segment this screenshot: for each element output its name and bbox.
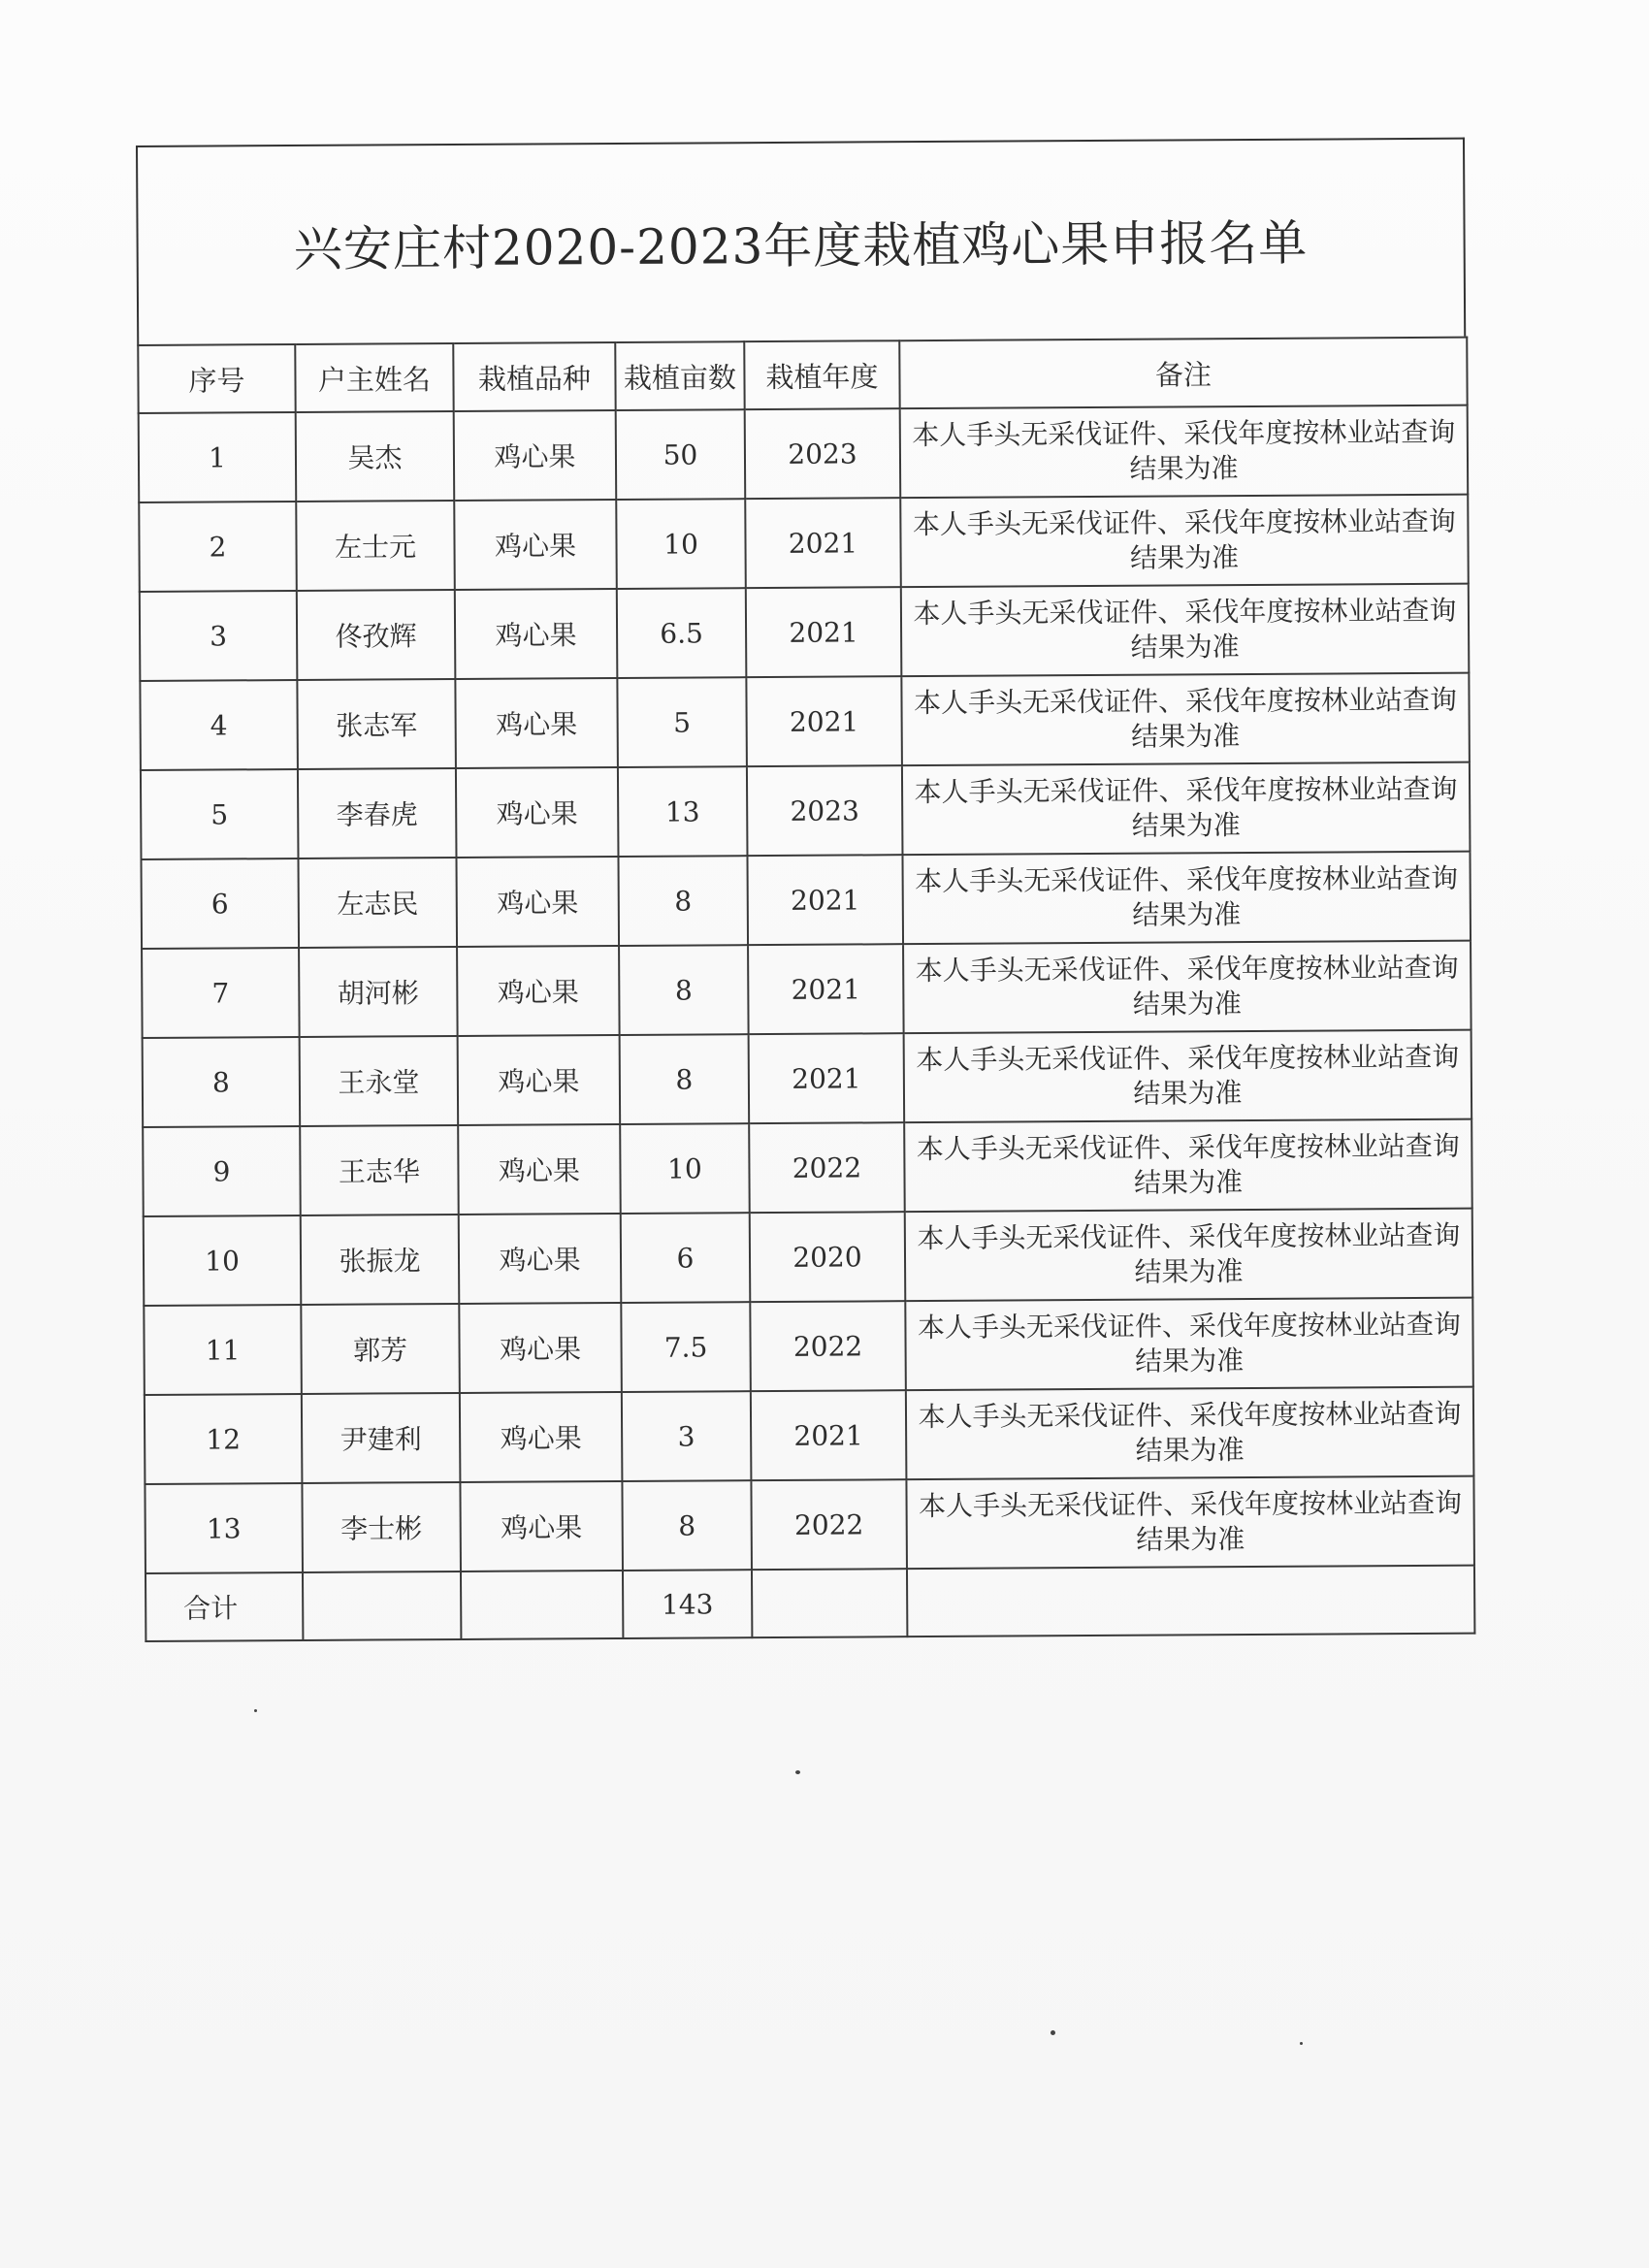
- cell-variety: 鸡心果: [454, 410, 617, 501]
- total-label: 合计: [146, 1572, 303, 1641]
- cell-name: 李春虎: [298, 768, 457, 859]
- header-area: 栽植亩数: [615, 341, 744, 410]
- cell-index: 4: [140, 680, 298, 770]
- cell-area: 6.5: [617, 588, 747, 678]
- total-area: 143: [623, 1570, 752, 1638]
- cell-remark: 本人手头无采伐证件、采伐年度按林业站查询结果为准: [905, 1209, 1473, 1302]
- cell-name: 张志军: [297, 679, 456, 769]
- table-row: [141, 852, 1471, 949]
- cell-name: 李士彬: [302, 1482, 461, 1572]
- scan-speck: [1051, 2030, 1055, 2035]
- table-row: [145, 1387, 1474, 1484]
- cell-year: 2022: [749, 1122, 905, 1213]
- cell-variety: 鸡心果: [459, 1214, 622, 1304]
- cell-area: 8: [622, 1480, 752, 1571]
- cell-name: 左志民: [298, 858, 457, 948]
- cell-name: 张振龙: [301, 1215, 460, 1305]
- table-row: [139, 405, 1469, 502]
- table-header-row: [138, 338, 1467, 413]
- cell-area: 8: [618, 856, 748, 946]
- cell-index: 9: [143, 1126, 301, 1216]
- table-body: [139, 405, 1475, 1641]
- cell-year: 2022: [750, 1301, 906, 1391]
- cell-variety: 鸡心果: [455, 589, 618, 679]
- cell-area: 5: [617, 677, 747, 767]
- cell-year: 2021: [746, 676, 902, 766]
- cell-name: 郭芳: [301, 1304, 460, 1394]
- cell-area: 8: [620, 1034, 750, 1124]
- table-row: [141, 762, 1471, 859]
- cell-index: 8: [143, 1037, 301, 1127]
- cell-variety: 鸡心果: [456, 767, 619, 858]
- cell-year: 2021: [751, 1390, 907, 1480]
- cell-name: 胡河彬: [299, 947, 458, 1037]
- cell-area: 10: [616, 499, 746, 589]
- cell-year: 2021: [747, 855, 903, 945]
- cell-name: 佟孜辉: [297, 590, 456, 680]
- cell-index: 10: [144, 1215, 302, 1306]
- cell-index: 6: [141, 859, 299, 949]
- cell-index: 11: [144, 1305, 302, 1395]
- document-body: [136, 138, 1473, 1642]
- cell-year: 2022: [751, 1479, 907, 1570]
- scan-speck: [254, 1709, 257, 1712]
- total-row: [146, 1566, 1474, 1641]
- cell-year: 2023: [747, 765, 903, 856]
- cell-index: 7: [142, 948, 300, 1038]
- cell-area: 10: [620, 1123, 750, 1214]
- cell-variety: 鸡心果: [457, 946, 620, 1036]
- cell-remark: 本人手头无采伐证件、采伐年度按林业站查询结果为准: [901, 673, 1470, 766]
- cell-year: 2021: [746, 587, 902, 677]
- table-row: [139, 495, 1469, 592]
- header-remark: 备注: [899, 338, 1467, 409]
- cell-remark: 本人手头无采伐证件、采伐年度按林业站查询结果为准: [900, 405, 1469, 499]
- cell-remark: 本人手头无采伐证件、采伐年度按林业站查询结果为准: [905, 1298, 1473, 1391]
- table-row: [140, 673, 1470, 770]
- cell-variety: 鸡心果: [458, 1035, 621, 1125]
- cell-remark: 本人手头无采伐证件、采伐年度按林业站查询结果为准: [903, 941, 1471, 1034]
- cell-year: 2021: [749, 1033, 905, 1123]
- cell-remark: 本人手头无采伐证件、采伐年度按林业站查询结果为准: [904, 1030, 1472, 1123]
- total-remark-cell: [907, 1566, 1474, 1637]
- total-variety-cell: [461, 1571, 623, 1639]
- table-row: [142, 941, 1471, 1038]
- cell-area: 8: [619, 945, 749, 1035]
- cell-variety: 鸡心果: [460, 1481, 623, 1571]
- cell-index: 12: [145, 1394, 303, 1484]
- cell-year: 2023: [745, 408, 901, 499]
- cell-name: 左士元: [296, 501, 455, 591]
- cell-area: 13: [618, 766, 748, 857]
- cell-year: 2020: [750, 1212, 906, 1302]
- scan-speck: [1300, 2042, 1303, 2045]
- cell-area: 6: [621, 1213, 751, 1303]
- cell-variety: 鸡心果: [460, 1392, 623, 1482]
- cell-index: 1: [139, 412, 297, 502]
- cell-variety: 鸡心果: [456, 857, 619, 947]
- cell-index: 5: [141, 769, 299, 859]
- table-row: [144, 1209, 1473, 1306]
- table-row: [145, 1476, 1474, 1573]
- cell-name: 王永堂: [300, 1036, 459, 1126]
- cell-variety: 鸡心果: [459, 1303, 622, 1393]
- table-row: [143, 1030, 1472, 1127]
- scan-speck: [795, 1770, 800, 1774]
- table-row: [140, 584, 1470, 681]
- cell-index: 13: [145, 1483, 303, 1573]
- cell-variety: 鸡心果: [455, 678, 618, 768]
- header-index: 序号: [138, 344, 295, 413]
- table-row: [144, 1298, 1473, 1395]
- document-title: 兴安庄村2020-2023年度栽植鸡心果申报名单: [293, 214, 1309, 277]
- cell-name: 王志华: [300, 1125, 459, 1215]
- cell-remark: 本人手头无采伐证件、采伐年度按林业站查询结果为准: [906, 1476, 1474, 1570]
- cell-year: 2021: [748, 944, 904, 1034]
- cell-remark: 本人手头无采伐证件、采伐年度按林业站查询结果为准: [902, 762, 1471, 856]
- table-row: [143, 1119, 1472, 1216]
- cell-remark: 本人手头无采伐证件、采伐年度按林业站查询结果为准: [900, 495, 1469, 588]
- cell-name: 尹建利: [302, 1393, 461, 1483]
- cell-index: 2: [139, 502, 297, 592]
- title-box: [136, 138, 1466, 344]
- cell-index: 3: [140, 591, 298, 681]
- cell-remark: 本人手头无采伐证件、采伐年度按林业站查询结果为准: [901, 584, 1470, 677]
- cell-area: 50: [616, 409, 746, 500]
- header-name: 户主姓名: [295, 343, 453, 412]
- cell-area: 7.5: [621, 1302, 751, 1392]
- cell-area: 3: [622, 1391, 752, 1481]
- cell-year: 2021: [745, 498, 901, 588]
- cell-remark: 本人手头无采伐证件、采伐年度按林业站查询结果为准: [904, 1119, 1472, 1213]
- cell-name: 吴杰: [296, 411, 455, 502]
- cell-remark: 本人手头无采伐证件、采伐年度按林业站查询结果为准: [902, 852, 1471, 945]
- total-name-cell: [303, 1571, 461, 1640]
- header-year: 栽植年度: [744, 340, 899, 409]
- total-year-cell: [752, 1569, 907, 1637]
- cell-remark: 本人手头无采伐证件、采伐年度按林业站查询结果为准: [906, 1387, 1474, 1480]
- header-variety: 栽植品种: [453, 342, 615, 411]
- cell-variety: 鸡心果: [454, 500, 617, 590]
- application-table: [137, 337, 1475, 1642]
- cell-variety: 鸡心果: [458, 1124, 621, 1215]
